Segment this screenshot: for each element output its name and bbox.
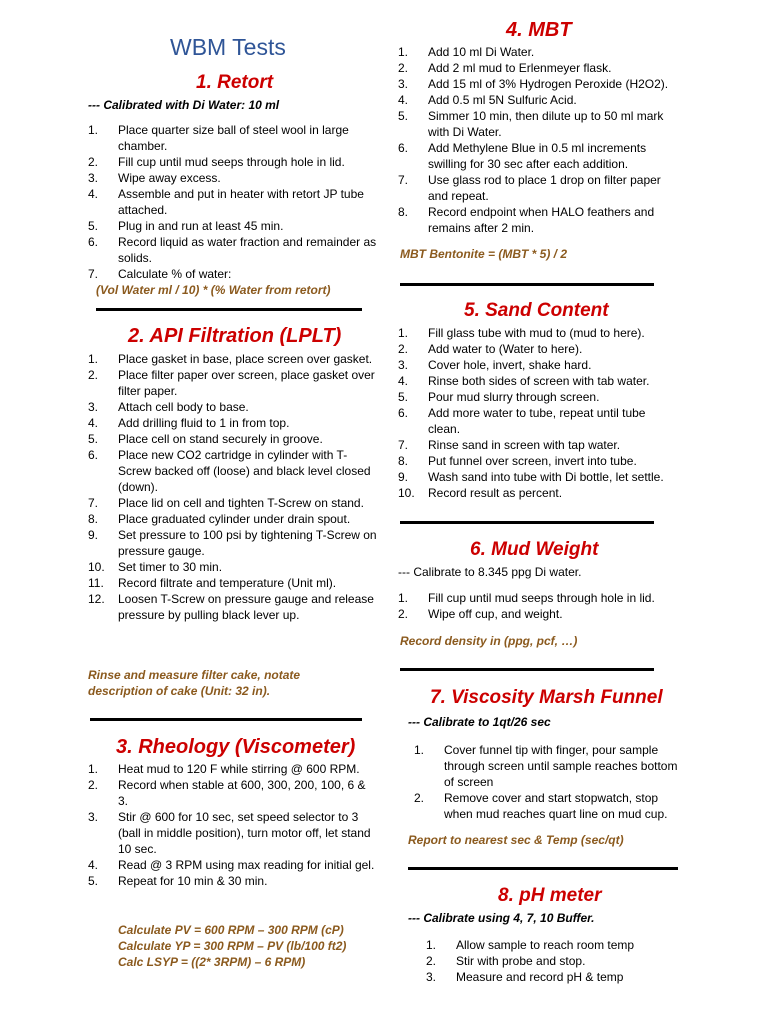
api-steps — [88, 351, 378, 623]
list-item: 4. Read @ 3 RPM using max reading for initial gel. — [88, 858, 375, 872]
list-item: 1. Add 10 ml Di Water. — [398, 45, 535, 59]
retort-calibration: --- Calibrated with Di Water: 10 ml — [88, 98, 280, 112]
retort-heading: 1. Retort — [196, 72, 274, 93]
mbt-note: MBT Bentonite = (MBT * 5) / 2 — [400, 247, 568, 261]
list-item: 6. Add more water to tube, repeat until tube clean. — [398, 406, 646, 436]
list-item: 2. Add water to (Water to here). — [398, 342, 583, 356]
list-item: 11. Record filtrate and temperature (Unit ml). — [88, 576, 337, 590]
list-item: 5. Place cell on stand securely in groove. — [88, 432, 323, 446]
list-item: 5. Pour mud slurry through screen. — [398, 390, 600, 404]
list-item: 7. Rinse sand in screen with tap water. — [398, 438, 621, 452]
list-item: 3. Add 15 ml of 3% Hydrogen Peroxide (H2O2). — [398, 77, 669, 91]
list-item: 1. Cover funnel tip with finger, pour sample through screen until sample reaches bottom of screen — [414, 743, 678, 789]
marsh-heading: 7. Viscosity Marsh Funnel — [430, 687, 663, 708]
list-item: 1. Place gasket in base, place screen over gasket. — [88, 352, 373, 366]
list-item: 3. Wipe away excess. — [88, 171, 221, 185]
divider — [408, 867, 678, 870]
list-item: 8. Put funnel over screen, invert into tube. — [398, 454, 637, 468]
marsh-calibration: --- Calibrate to 1qt/26 sec — [408, 715, 551, 729]
sand-heading: 5. Sand Content — [464, 300, 609, 321]
list-item: 7. Place lid on cell and tighten T-Screw on stand. — [88, 496, 364, 510]
retort-steps — [88, 122, 388, 282]
list-item: 4. Rinse both sides of screen with tab water. — [398, 374, 650, 388]
sand-steps — [398, 325, 680, 501]
list-item: 10. Record result as percent. — [398, 486, 563, 500]
yp-formula: Calculate YP = 300 RPM – PV (lb/100 ft2) — [118, 939, 347, 953]
divider — [400, 521, 654, 524]
list-item: 6. Record liquid as water fraction and remainder as solids. — [88, 235, 377, 265]
list-item: 2. Fill cup until mud seeps through hole in lid. — [88, 155, 345, 169]
divider — [90, 718, 362, 721]
list-item: 5. Plug in and run at least 45 min. — [88, 219, 284, 233]
list-item: 6. Place new CO2 cartridge in cylinder with T-Screw backed off (loose) and black level closed (down). — [88, 448, 371, 494]
divider — [400, 668, 654, 671]
lsyp-formula: Calc LSYP = ((2* 3RPM) – 6 RPM) — [118, 955, 306, 969]
rheology-steps — [88, 761, 378, 889]
divider — [96, 308, 362, 311]
list-item: 3. Measure and record pH & temp — [426, 970, 624, 984]
retort-formula: (Vol Water ml / 10) * (% Water from retort) — [96, 283, 331, 297]
list-item: 8. Place graduated cylinder under drain spout. — [88, 512, 351, 526]
mbt-heading: 4. MBT — [506, 19, 572, 41]
list-item: 6. Add Methylene Blue in 0.5 ml increments swilling for 30 sec after each addition. — [398, 141, 647, 171]
marsh-note: Report to nearest sec & Temp (sec/qt) — [408, 833, 624, 847]
document-title: WBM Tests — [170, 34, 286, 60]
divider — [400, 283, 654, 286]
mudweight-steps — [398, 590, 680, 622]
list-item: 1. Place quarter size ball of steel wool in large chamber. — [88, 123, 349, 153]
ph-steps — [398, 937, 680, 985]
list-item: 3. Cover hole, invert, shake hard. — [398, 358, 592, 372]
ph-calibration: --- Calibrate using 4, 7, 10 Buffer. — [408, 911, 595, 925]
list-item: 2. Add 2 ml mud to Erlenmeyer flask. — [398, 61, 612, 75]
list-item: 4. Add 0.5 ml 5N Sulfuric Acid. — [398, 93, 577, 107]
ph-heading: 8. pH meter — [498, 885, 602, 906]
pv-formula: Calculate PV = 600 RPM – 300 RPM (cP) — [118, 923, 344, 937]
list-item: 7. Use glass rod to place 1 drop on filter paper and repeat. — [398, 173, 661, 203]
list-item: 2. Remove cover and start stopwatch, stop when mud reaches quart line on mud cup. — [414, 791, 668, 821]
list-item: 5. Simmer 10 min, then dilute up to 50 ml mark with Di Water. — [398, 109, 664, 139]
list-item: 1. Allow sample to reach room temp — [426, 938, 635, 952]
list-item: 2. Wipe off cup, and weight. — [398, 607, 563, 621]
api-heading: 2. API Filtration (LPLT) — [128, 325, 342, 347]
list-item: 10. Set timer to 30 min. — [88, 560, 223, 574]
list-item: 8. Record endpoint when HALO feathers and remains after 2 min. — [398, 205, 655, 235]
list-item: 4. Assemble and put in heater with retort JP tube attached. — [88, 187, 364, 217]
mudweight-note: Record density in (ppg, pcf, …) — [400, 634, 578, 648]
api-note: Rinse and measure filter cake, notate description of cake (Unit: 32 in). — [88, 668, 301, 698]
marsh-steps — [398, 742, 680, 822]
list-item: 3. Stir @ 600 for 10 sec, set speed selector to 3 (ball in middle position), turn motor off, let stand 10 sec. — [88, 810, 371, 856]
mbt-steps — [398, 44, 680, 236]
rheology-heading: 3. Rheology (Viscometer) — [116, 736, 356, 758]
list-item: 4. Add drilling fluid to 1 in from top. — [88, 416, 290, 430]
list-item: 3. Attach cell body to base. — [88, 400, 249, 414]
list-item: 2. Stir with probe and stop. — [426, 954, 586, 968]
list-item: 2. Record when stable at 600, 300, 200, 100, 6 & 3. — [88, 778, 366, 808]
list-item: 9. Wash sand into tube with Di bottle, let settle. — [398, 470, 664, 484]
list-item: 1. Fill cup until mud seeps through hole in lid. — [398, 591, 655, 605]
list-item: 7. Calculate % of water: — [88, 267, 232, 281]
list-item: 2. Place filter paper over screen, place gasket over filter paper. — [88, 368, 375, 398]
mudweight-heading: 6. Mud Weight — [470, 539, 599, 560]
rheology-calculations — [118, 922, 346, 970]
list-item: 1. Heat mud to 120 F while stirring @ 600 RPM. — [88, 762, 360, 776]
list-item: 12. Loosen T-Screw on pressure gauge and release pressure by pulling black lever up. — [88, 592, 374, 622]
mudweight-calibration: --- Calibrate to 8.345 ppg Di water. — [398, 565, 582, 579]
list-item: 1. Fill glass tube with mud to (mud to here). — [398, 326, 645, 340]
list-item: 5. Repeat for 10 min & 30 min. — [88, 874, 268, 888]
list-item: 9. Set pressure to 100 psi by tightening T-Screw on pressure gauge. — [88, 528, 377, 558]
